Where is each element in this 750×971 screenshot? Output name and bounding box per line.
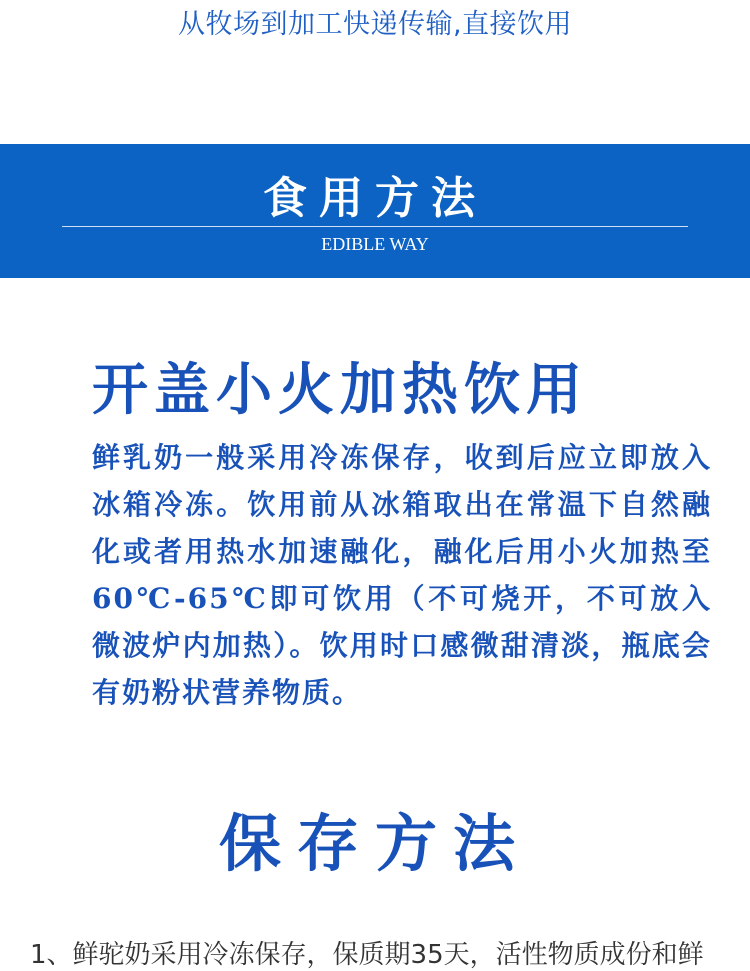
storage-item: 1、鲜驼奶采用冷冻保存，保质期35天，活性物质成份和鲜 — [30, 940, 704, 970]
section-banner — [0, 144, 750, 278]
banner-divider — [62, 226, 688, 227]
banner-title: 食用方法 — [263, 173, 487, 224]
storage-heading: 保存方法 — [218, 807, 531, 880]
tagline: 从牧场到加工快递传输,直接饮用 — [177, 9, 573, 40]
usage-heading: 开盖小火加热饮用 — [92, 357, 588, 423]
banner-subtitle: EDIBLE WAY — [321, 234, 429, 254]
usage-paragraph: 鲜乳奶一般采用冷冻保存，收到后应立即放入冰箱冷冻。饮用前从冰箱取出在常温下自然融化或者用热水加速融化，融化后用小火加热至60℃-65℃即可饮用（不可烧开，不可放入微波炉内加热）。饮用时口感微甜清淡，瓶底会有奶粉状营养物质。 — [92, 441, 712, 709]
